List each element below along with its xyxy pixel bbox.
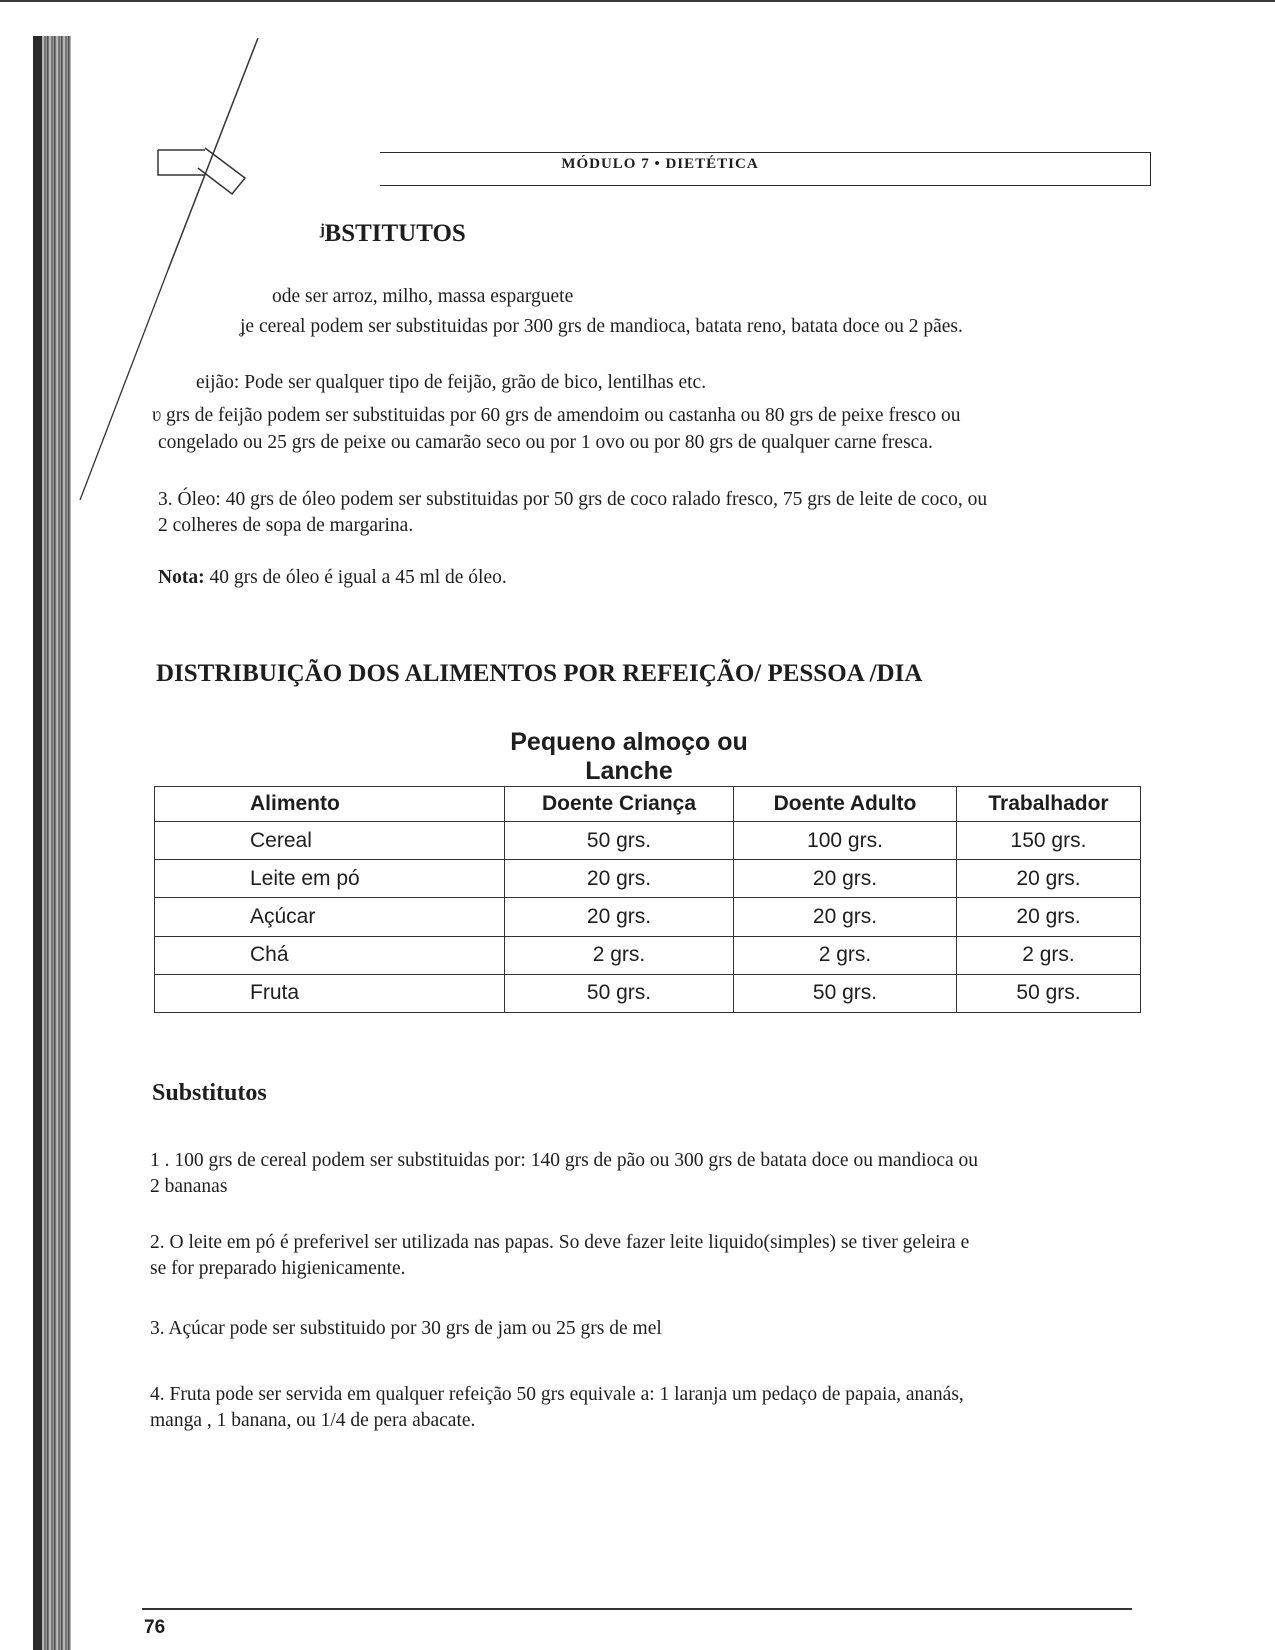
substitutos-line: 4. Fruta pode ser servida em qualquer refeição 50 grs equivale a: 1 laranja um pedaço de papaia, ananás, bbox=[150, 1384, 964, 1405]
table-row bbox=[155, 822, 1141, 860]
section-title-substitutos: ʲBSTITUTOS bbox=[320, 220, 466, 247]
table-header-row bbox=[155, 787, 1141, 822]
table-row bbox=[155, 974, 1141, 1012]
substitutos-line: 1 . 100 grs de cereal podem ser substituidas por: 140 grs de pão ou 300 grs de batata doce ou mandioca ou bbox=[150, 1150, 978, 1171]
column-header: Alimento bbox=[155, 787, 505, 822]
table-cell: 2 grs. bbox=[505, 936, 734, 974]
table-cell: 50 grs. bbox=[957, 974, 1141, 1012]
module-header-title: MÓDULO 7 • DIETÉTICA bbox=[561, 156, 759, 172]
substitutos-line: 2 bananas bbox=[150, 1176, 228, 1197]
section1-line: eijão: Pode ser qualquer tipo de feijão, grão de bico, lentilhas etc. bbox=[196, 372, 707, 393]
page-number: 76 bbox=[144, 1617, 166, 1638]
table-cell: 50 grs. bbox=[505, 974, 734, 1012]
substitutos-line: 2. O leite em pó é preferivel ser utilizada nas papas. So deve fazer leite liquido(simples) se tiver geleira e bbox=[150, 1232, 970, 1253]
table-row bbox=[155, 936, 1141, 974]
table-cell: Cereal bbox=[155, 822, 505, 860]
table-cell: 50 grs. bbox=[734, 974, 957, 1012]
table-cell: 20 grs. bbox=[957, 860, 1141, 898]
table-cell: 100 grs. bbox=[734, 822, 957, 860]
note-text: 40 grs de óleo é igual a 45 ml de óleo. bbox=[204, 567, 507, 588]
table-cell: Fruta bbox=[155, 974, 505, 1012]
substitutos-line: manga , 1 banana, ou 1/4 de pera abacate. bbox=[150, 1410, 476, 1431]
note-label: Nota: bbox=[158, 567, 205, 588]
section1-line: ʋ grs de feijão podem ser substituidas por 60 grs de amendoim ou castanha ou 80 grs de peixe fresco ou bbox=[152, 405, 961, 426]
table-title: Pequeno almoço ou Lanche bbox=[510, 728, 748, 785]
section1-line: ode ser arroz, milho, massa esparguete bbox=[272, 286, 574, 307]
table-cell: 20 grs. bbox=[505, 860, 734, 898]
section1-line: ʝe cereal podem ser substituidas por 300 grs de mandioca, batata reno, batata doce ou 2 pães. bbox=[240, 316, 963, 337]
table-cell: Leite em pó bbox=[155, 860, 505, 898]
food-distribution-table bbox=[154, 786, 1141, 1013]
column-header: Trabalhador bbox=[957, 787, 1141, 822]
substitutos-title: Substitutos bbox=[152, 1080, 267, 1106]
table-cell: 20 grs. bbox=[734, 898, 957, 936]
distribution-title: DISTRIBUIÇÃO DOS ALIMENTOS POR REFEIÇÃO/ PESSOA /DIA bbox=[156, 660, 923, 687]
column-header: Doente Criança bbox=[505, 787, 734, 822]
table-cell: Açúcar bbox=[155, 898, 505, 936]
table-cell: 50 grs. bbox=[505, 822, 734, 860]
table-cell: 2 grs. bbox=[957, 936, 1141, 974]
table-cell: 20 grs. bbox=[734, 860, 957, 898]
note-paragraph bbox=[158, 565, 507, 590]
section1-line: 3. Óleo: 40 grs de óleo podem ser substituidas por 50 grs de coco ralado fresco, 75 grs de leite de coco, ou bbox=[158, 489, 988, 510]
table-row bbox=[155, 860, 1141, 898]
section1-line: congelado ou 25 grs de peixe ou camarão seco ou por 1 ovo ou por 80 grs de qualquer carne fresca. bbox=[158, 432, 933, 453]
footer-rule bbox=[142, 1608, 1132, 1610]
table-row bbox=[155, 898, 1141, 936]
column-header: Doente Adulto bbox=[734, 787, 957, 822]
substitutos-line: se for preparado higienicamente. bbox=[150, 1258, 406, 1279]
table-cell: Chá bbox=[155, 936, 505, 974]
table-cell: 2 grs. bbox=[734, 936, 957, 974]
table-cell: 150 grs. bbox=[957, 822, 1141, 860]
table-cell: 20 grs. bbox=[505, 898, 734, 936]
section1-line: 2 colheres de sopa de margarina. bbox=[158, 515, 414, 536]
table-cell: 20 grs. bbox=[957, 898, 1141, 936]
substitutos-line: 3. Açúcar pode ser substituido por 30 grs de jam ou 25 grs de mel bbox=[150, 1318, 662, 1339]
